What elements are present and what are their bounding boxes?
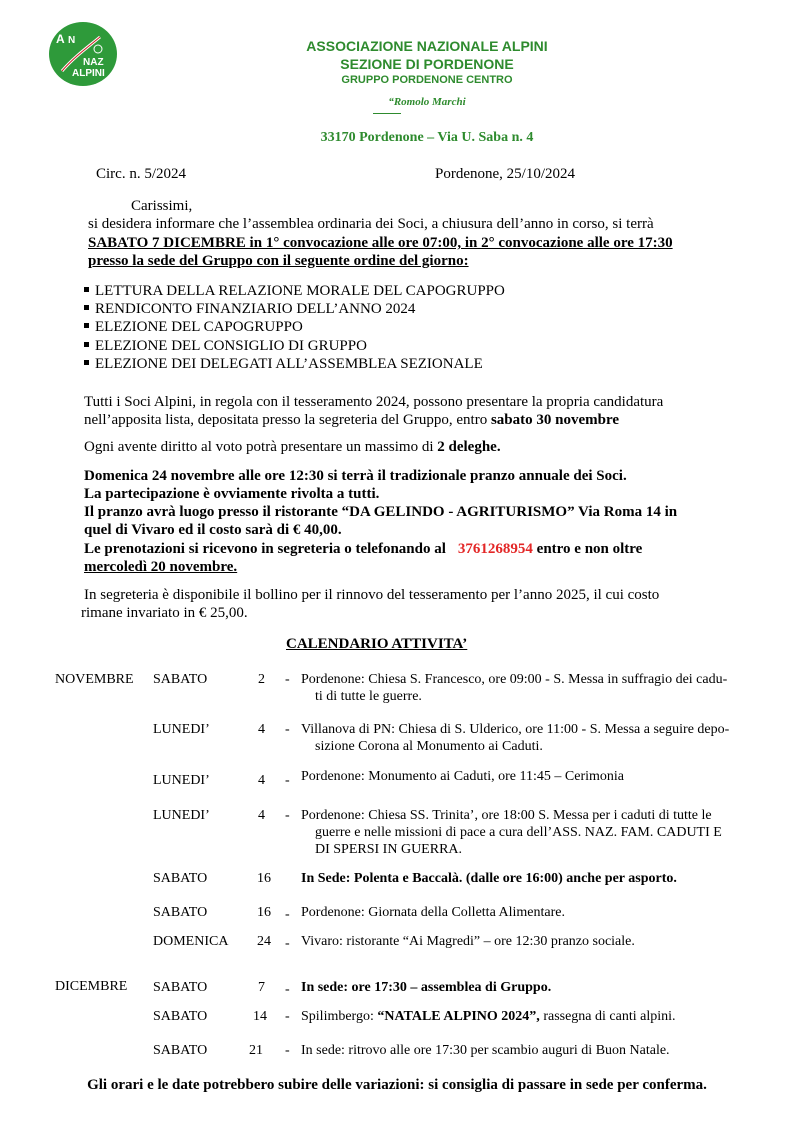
agenda-item: ELEZIONE DEL CONSIGLIO DI GRUPPO <box>84 337 505 355</box>
agenda-item: LETTURA DELLA RELAZIONE MORALE DEL CAPOGRUPPO <box>84 282 505 300</box>
lunch-line-1: Domenica 24 novembre alle ore 12:30 si terrà il tradizionale pranzo annuale dei Soci. <box>84 468 627 484</box>
assembly-place: presso la sede del Gruppo con il seguente ordine del giorno: <box>88 253 469 269</box>
logo-letter-a: A <box>56 32 65 46</box>
candidacy-deadline: sabato 30 novembre <box>490 412 620 428</box>
event-desc: Pordenone: Chiesa SS. Trinita’, ore 18:00 S. Messa per i caduti di tutte le <box>301 808 712 823</box>
event-sep: - <box>285 672 290 687</box>
event-date: 4 <box>258 808 265 823</box>
intro-text: si desidera informare che l’assemblea ordinaria dei Soci, a chiusura dell’anno in corso, si terrà <box>88 216 654 232</box>
bullet-icon <box>84 360 89 365</box>
event-day: LUNEDI’ <box>153 773 210 788</box>
bullet-icon <box>84 287 89 292</box>
phone-number: 3761268954 <box>457 541 533 557</box>
event-sep: - <box>285 982 290 997</box>
lunch-line-6: mercoledì 20 novembre. <box>84 559 238 575</box>
event-desc: In sede: ore 17:30 – assemblea di Gruppo. <box>301 980 552 995</box>
circular-number: Circ. n. 5/2024 <box>96 166 186 182</box>
event-date: 4 <box>258 722 265 737</box>
event-day: SABATO <box>153 980 208 995</box>
agenda-item: ELEZIONE DEL CAPOGRUPPO <box>84 318 505 336</box>
event-desc: Pordenone: Monumento ai Caduti, ore 11:45 – Cerimonia <box>301 769 624 784</box>
divider <box>373 113 401 114</box>
event-sep: - <box>285 1009 290 1024</box>
lunch-line-2: La partecipazione è ovviamente rivolta a tutti. <box>84 486 380 502</box>
org-name: ASSOCIAZIONE NAZIONALE ALPINI <box>306 38 548 54</box>
event-day: SABATO <box>153 672 208 687</box>
event-desc: Spilimbergo: “NATALE ALPINO 2024”, rassegna di canti alpini. <box>301 1009 676 1024</box>
logo-letter-n: N <box>68 35 76 46</box>
event-date: 16 <box>257 905 271 920</box>
event-day: LUNEDI’ <box>153 808 210 823</box>
lunch-line-3: Il pranzo avrà luogo presso il ristorante “DA GELINDO - AGRITURISMO” Via Roma 14 in <box>84 504 678 520</box>
bullet-icon <box>84 342 89 347</box>
logo-naz: NAZ <box>83 57 104 68</box>
event-date: 7 <box>258 980 265 995</box>
bullet-icon <box>84 305 89 310</box>
group-name: GRUPPO PORDENONE CENTRO <box>341 74 513 86</box>
event-day: SABATO <box>153 1009 208 1024</box>
calendar-title: CALENDARIO ATTIVITA’ <box>286 636 468 652</box>
agenda-list <box>84 282 505 373</box>
greeting: Carissimi, <box>131 198 193 214</box>
event-day: SABATO <box>153 871 208 886</box>
event-desc: Villanova di PN: Chiesa di S. Ulderico, ore 11:00 - S. Messa a seguire depo- <box>301 722 730 737</box>
month-label: DICEMBRE <box>55 979 128 994</box>
event-date: 24 <box>257 934 271 949</box>
footer-note: Gli orari e le date potrebbero subire delle variazioni: si consiglia di passare in sede per conferma. <box>87 1077 707 1093</box>
event-desc: Vivaro: ristorante “Ai Magredi” – ore 12:30 pranzo sociale. <box>301 934 635 949</box>
event-day: SABATO <box>153 905 208 920</box>
event-desc: Pordenone: Giornata della Colletta Alimentare. <box>301 905 565 920</box>
event-day: DOMENICA <box>153 934 229 949</box>
group-address: 33170 Pordenone – Via U. Saba n. 4 <box>320 130 534 145</box>
event-desc: Pordenone: Chiesa S. Francesco, ore 09:00 - S. Messa in suffragio dei cadu- <box>301 672 728 687</box>
event-desc: sizione Corona al Monumento ai Caduti. <box>315 739 543 754</box>
lunch-line-4: quel di Vivaro ed il costo sarà di € 40,00. <box>84 522 342 538</box>
event-sep: - <box>285 936 290 951</box>
stamp-line-2: rimane invariato in € 25,00. <box>81 605 248 621</box>
stamp-line-1: In segreteria è disponibile il bollino per il rinnovo del tesseramento per l’anno 2025, il cui costo <box>84 587 660 603</box>
lunch-line-5: Le prenotazioni si ricevono in segreteria o telefonando al 3761268954 entro e non oltre <box>84 541 643 557</box>
group-motto: “Romolo Marchi <box>388 96 466 108</box>
agenda-item: RENDICONTO FINANZIARIO DELL’ANNO 2024 <box>84 300 505 318</box>
event-sep: - <box>285 722 290 737</box>
agenda-item: ELEZIONE DEI DELEGATI ALL’ASSEMBLEA SEZIONALE <box>84 355 505 373</box>
proxy-text: Ogni avente diritto al voto potrà presentare un massimo di 2 deleghe. <box>84 439 501 455</box>
event-date: 14 <box>253 1009 267 1024</box>
candidacy-line-1: Tutti i Soci Alpini, in regola con il tesseramento 2024, possono presentare la propria candidatura <box>84 394 664 410</box>
assembly-date: SABATO 7 DICEMBRE in 1° convocazione alle ore 07:00, in 2° convocazione alle ore 17:30 <box>88 235 673 251</box>
event-day: LUNEDI’ <box>153 722 210 737</box>
event-date: 2 <box>258 672 265 687</box>
proxy-count: 2 deleghe. <box>437 439 501 455</box>
event-desc: DI SPERSI IN GUERRA. <box>315 842 463 857</box>
section-name: SEZIONE DI PORDENONE <box>340 56 514 72</box>
event-sep: - <box>285 773 290 788</box>
month-label: NOVEMBRE <box>55 672 134 687</box>
event-date: 4 <box>258 773 265 788</box>
event-date: 16 <box>257 871 271 886</box>
event-sep: - <box>285 808 290 823</box>
event-desc: ti di tutte le guerre. <box>315 689 422 704</box>
place-date: Pordenone, 25/10/2024 <box>435 166 575 182</box>
event-desc: In sede: ritrovo alle ore 17:30 per scambio auguri di Buon Natale. <box>301 1043 670 1058</box>
event-sep: - <box>285 907 290 922</box>
bullet-icon <box>84 323 89 328</box>
event-desc: In Sede: Polenta e Baccalà. (dalle ore 16:00) anche per asporto. <box>301 871 677 886</box>
candidacy-line-2: nell’apposita lista, depositata presso la segreteria del Gruppo, entro sabato 30 novembre <box>84 412 620 428</box>
event-date: 21 <box>249 1043 263 1058</box>
event-sep: - <box>285 1043 290 1058</box>
event-day: SABATO <box>153 1043 208 1058</box>
logo-alpini: ALPINI <box>72 68 105 79</box>
event-desc: guerre e nelle missioni di pace a cura dell’ASS. NAZ. FAM. CADUTI E <box>315 825 722 840</box>
